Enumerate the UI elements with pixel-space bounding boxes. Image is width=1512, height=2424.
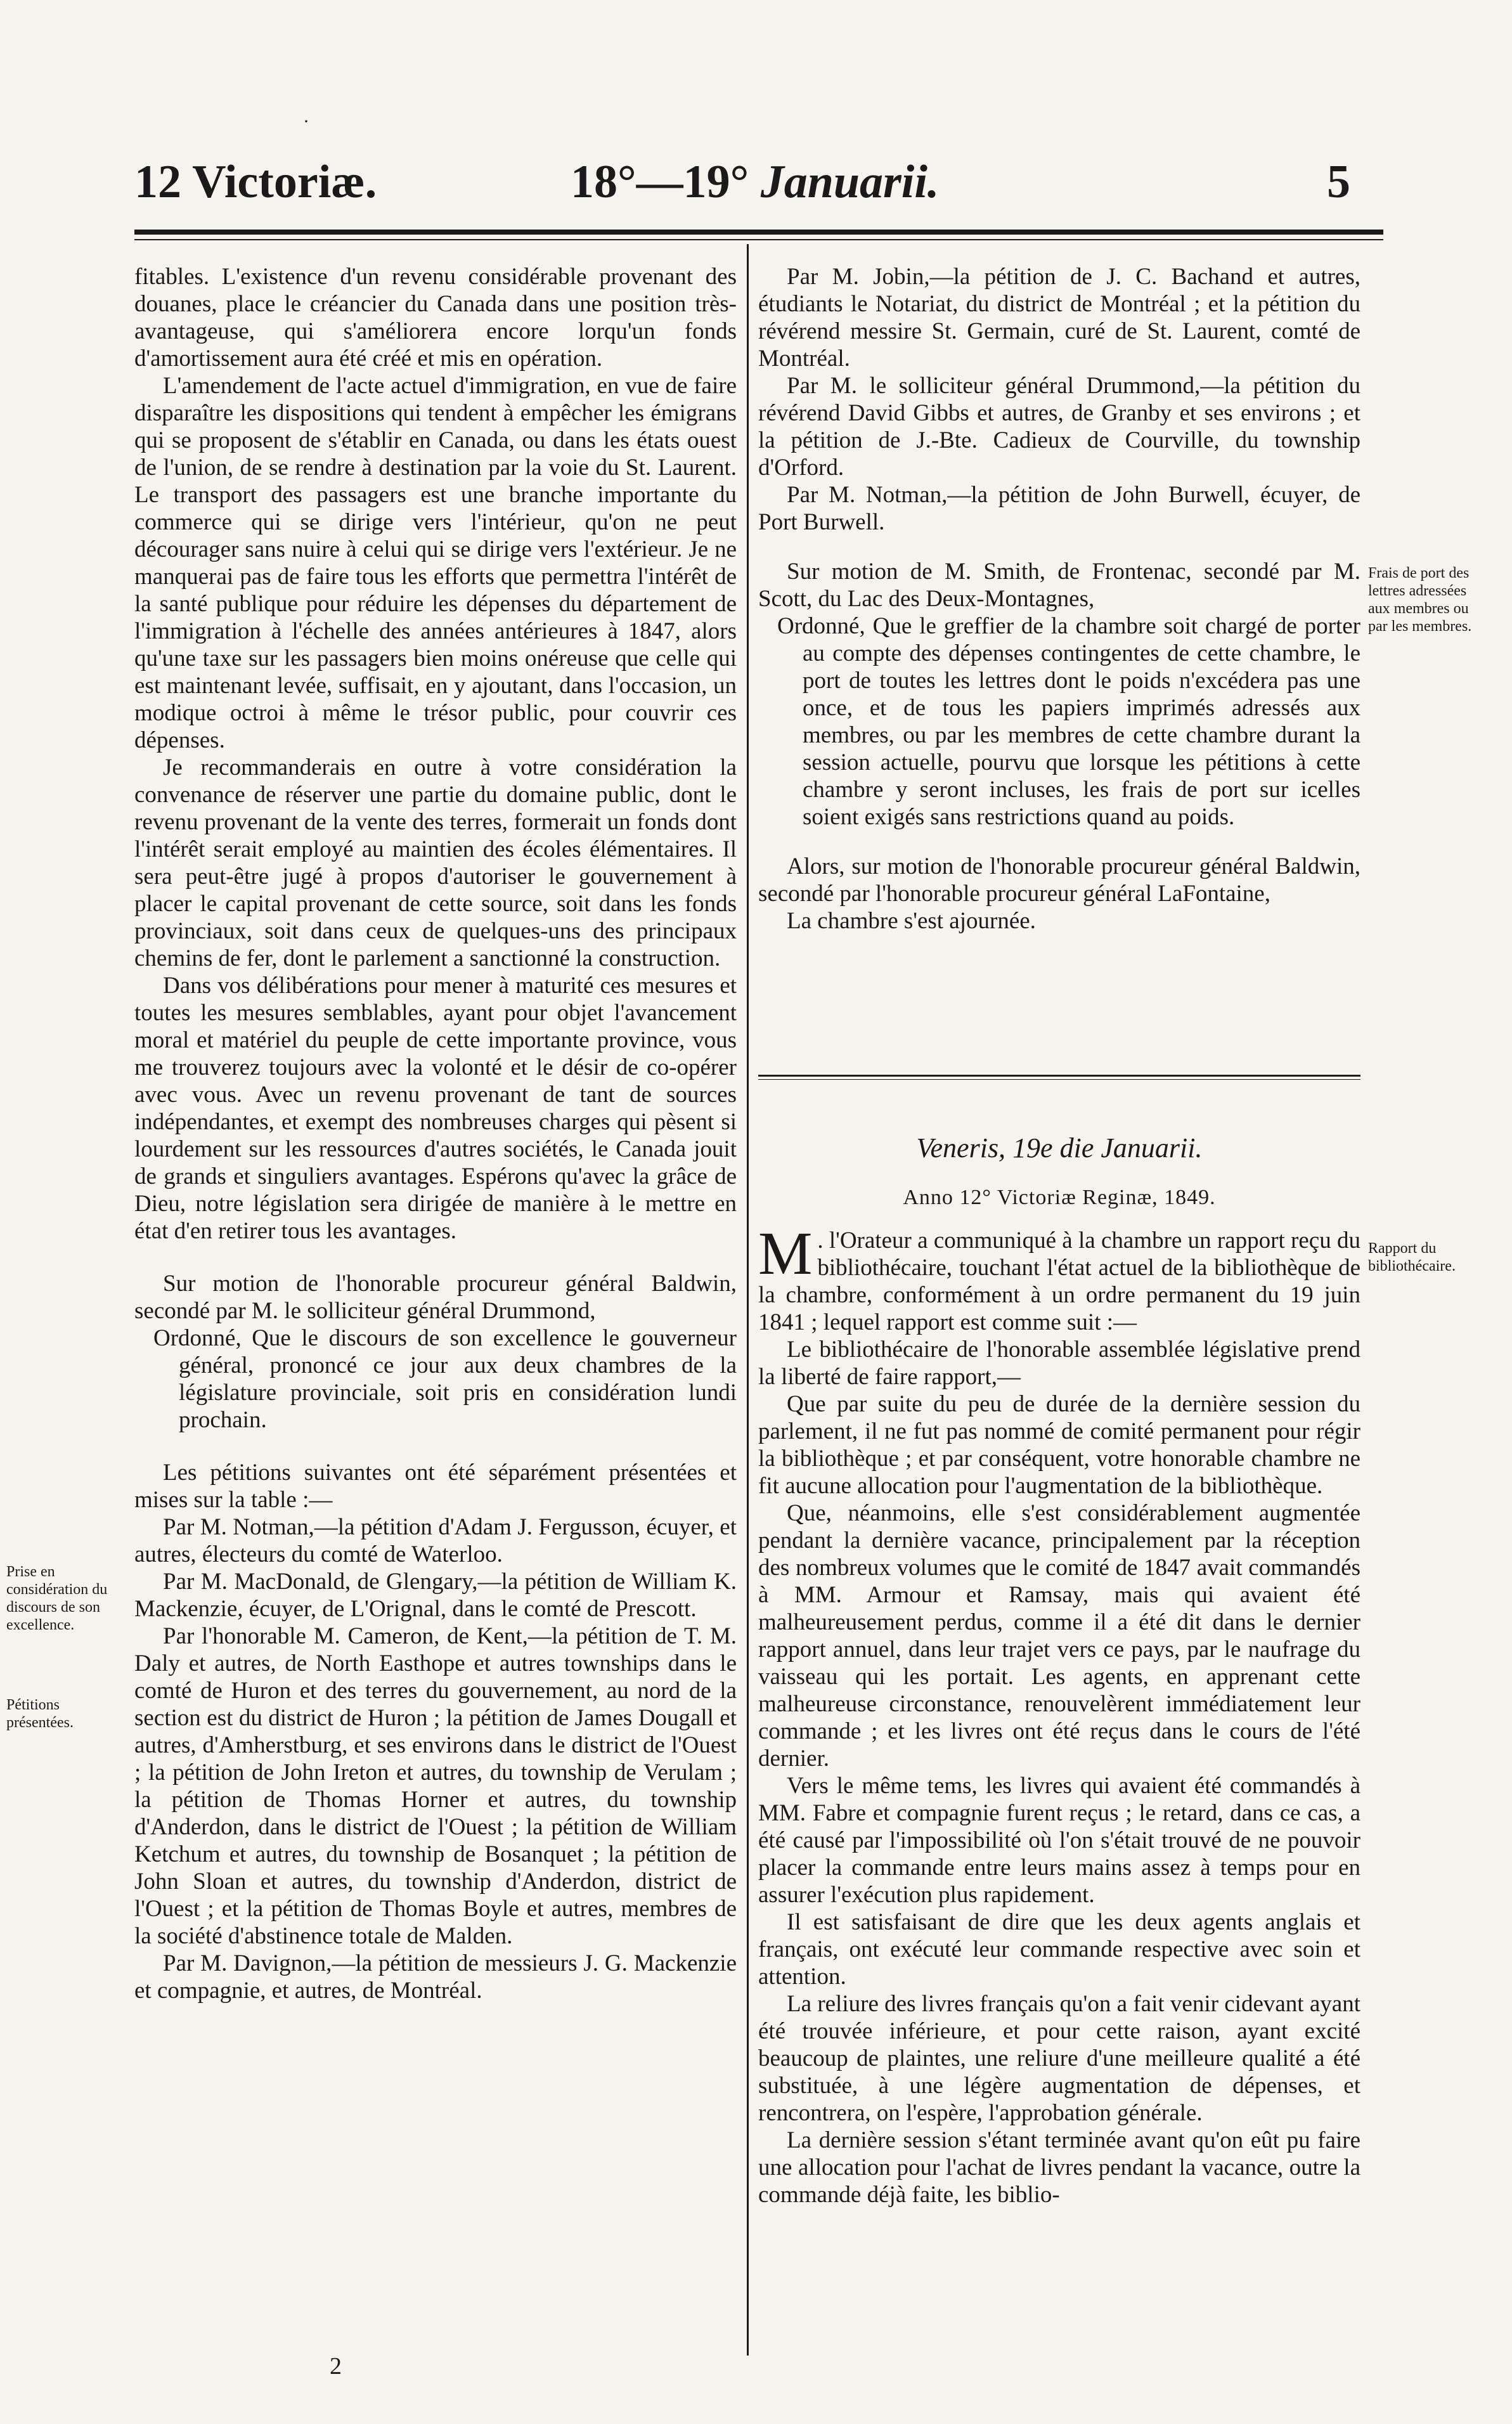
header-date <box>571 155 939 209</box>
report-paragraph: Que par suite du peu de durée de la dernière session du parlement, il ne fut pas nommé de comité permanent pour régir la bibliothèque ; et par conséquent, votre honorable chambre ne fit aucune allocation pour l'augmentation de la bibliothèque. <box>758 1391 1360 1499</box>
petitions-intro: Les pétitions suivantes ont été séparément présentées et mises sur la table :— <box>134 1460 737 1513</box>
header-date-month: Januarii. <box>760 156 940 208</box>
margin-note-frais-port: Frais de port des lettres adressées aux membres ou par les membres. <box>1368 565 1472 635</box>
report-section <box>758 1219 1360 2208</box>
report-paragraph <box>758 1219 1360 1336</box>
page-number: 5 <box>1327 156 1350 208</box>
left-column <box>134 263 737 2004</box>
section-rule-thin <box>758 1079 1360 1080</box>
report-paragraph: Que, néanmoins, elle s'est considérablement augmentée pendant la dernière vacance, principalement par la réception des nombreux volumes que le comité de 1847 avait commandés à MM. Armour et Ramsay, mais qui avaient été malheureusement perdus, comme il a été dit dans le dernier rapport annuel, dans leur trajet vers ce pays, par le naufrage du vaisseau qui les portait. Les agents, en apprenant cette malheureuse circonstance, renouvelèrent immédiatement leur commande ; et les livres ont été reçus dans le cours de l'été dernier. <box>758 1500 1360 1772</box>
paragraph: Je recommanderais en outre à votre considération la convenance de réserver une partie du domaine public, dont le revenu provenant de la vente des terres, formerait un fonds dont l'intérêt serait employé au maintien des écoles élémentaires. Il sera peut-être jugé à propos d'autoriser le gouvernement à placer le capital provenant de cette source, soit dans les fonds provinciaux, soit dans ceux de quelques-uns des principaux chemins de fer, dont le parlement a sanctionné la construction. <box>134 755 737 971</box>
adjourn-text: La chambre s'est ajournée. <box>787 908 1036 934</box>
petition: Par M. le solliciteur général Drummond,—la pétition du révérend David Gibbs et autres, de Granby et ses environs ; et la pétition de J.-Bte. Cadieux de Courville, du township d'Orford. <box>758 373 1360 481</box>
signature-mark: 2 <box>330 2353 342 2380</box>
report-paragraph: Vers le même tems, les livres qui avaient été commandés à MM. Fabre et compagnie furent reçus ; le retard, dans ce cas, a été causé par l'impossibilité où l'on s'était trouvé de ne pouvoir placer la commande entre leurs mains assez à temps pour en assurer l'exécution plus rapidement. <box>758 1773 1360 1908</box>
section-title: Veneris, 19e die Januarii. <box>916 1132 1203 1163</box>
header-rule-thin <box>134 239 1383 240</box>
paragraph: Dans vos délibérations pour mener à maturité ces mesures et toutes les mesures semblables, ayant pour objet l'avancement moral et matériel du peuple de cette importante province, vous me trouverez toujours avec la volonté et le désir de co-opérer avec vous. Avec un revenu provenant de tant de sources indépendantes, et exempt des nombreuses charges qui pèsent si lourdement sur les ressources d'autres sociétés, le Canada jouit de grands et singuliers avantages. Espérons qu'avec la grâce de Dieu, notre législation sera dirigée de manière à le mettre en état d'en retirer tous les avantages. <box>134 973 737 1244</box>
right-column <box>758 263 1360 935</box>
drop-cap: M <box>758 1219 813 1287</box>
petition: Par l'honorable M. Cameron, de Kent,—la pétition de T. M. Daly et autres, de North Easthope et autres townships dans le comté de Huron et des terres du gouvernement, au nord de la section est du district de Huron ; la pétition de James Dougall et autres, d'Amherstburg, et ses environs dans le district de l'Ouest ; la pétition de John Ireton et autres, du township de Verulam ; la pétition de Thomas Horner et autres, du township d'Anderdon, dans le district de l'Ouest ; la pétition de William Ketchum et autres, du township de Bosanquet ; la pétition de John Sloan et autres, du township d'Anderdon, district de l'Ouest ; et la pétition de Thomas Boyle et autres, membres de la société d'abstinence totale de Malden. <box>134 1623 737 1949</box>
section-rule <box>758 1075 1360 1077</box>
header-session: 12 Victoriæ. <box>134 156 377 208</box>
section-year: Anno 12° Victoriæ Reginæ, 1849. <box>903 1186 1216 1209</box>
report-paragraph: La dernière session s'étant terminée avant qu'on eût pu faire une allocation pour l'achat de livres pendant la vacance, outre la commande déjà faite, les biblio- <box>758 2127 1360 2208</box>
report-paragraph-text: . l'Orateur a communiqué à la chambre un rapport reçu du bibliothécaire, touchant l'état actuel de la bibliothèque de la chambre, conformément à un ordre permanent du 19 juin 1841 ; lequel rapport est comme suit :— <box>758 1228 1360 1335</box>
margin-note-petitions: Pétitions présentées. <box>6 1697 74 1731</box>
report-paragraph: Il est satisfaisant de dire que les deux agents anglais et français, ont exécuté leur commande respective avec soin et attention. <box>758 1909 1360 1990</box>
header-rule-thick <box>134 230 1383 235</box>
column-divider <box>747 244 749 2356</box>
margin-note-discours: Prise en considération du discours de son excellence. <box>6 1564 108 1633</box>
motion-intro: Sur motion de l'honorable procureur général Baldwin, secondé par M. le solliciteur général Drummond, <box>134 1271 737 1324</box>
motion-ordered: Ordonné, Que le greffier de la chambre soit chargé de porter au compte des dépenses contingentes de cette chambre, le port de toutes les lettres dont le poids n'excédera pas une once, et de tous les papiers imprimés adressés aux membres, ou par les membres de cette chambre durant la session actuelle, pourvu que lorsque les pétitions à cette chambre y seront incluses, les frais de port sur icelles soient exigés sans restrictions quand au poids. <box>777 613 1360 830</box>
petition: Par M. MacDonald, de Glengary,—la pétition de William K. Mackenzie, écuyer, de L'Orignal, dans le comté de Prescott. <box>134 1569 737 1622</box>
report-paragraph: La reliure des livres français qu'on a fait venir cidevant ayant été trouvée inférieure, et pour cette raison, ayant excité beaucoup de plaintes, une reliure d'une meilleure qualité a été substituée, à une légère augmentation de dépenses, et rencontrera, on l'espère, l'approbation générale. <box>758 1991 1360 2126</box>
paragraph: fitables. L'existence d'un revenu considérable provenant des douanes, place le créancier du Canada dans une position très-avantageuse, qui s'améliorera encore lorqu'un fonds d'amortissement aura été créé et mis en opération. <box>134 264 737 372</box>
motion-ordered: Ordonné, Que le discours de son excellence le gouverneur général, prononcé ce jour aux deux chambres de la législature provinciale, soit pris en considération lundi prochain. <box>153 1325 737 1433</box>
petition: Par M. Notman,—la pétition de John Burwell, écuyer, de Port Burwell. <box>758 482 1360 535</box>
petition: Par M. Notman,—la pétition d'Adam J. Fergusson, écuyer, et autres, électeurs du comté de Waterloo. <box>134 1514 737 1567</box>
petition: Par M. Davignon,—la pétition de messieurs J. G. Mackenzie et compagnie, et autres, de Montréal. <box>134 1950 737 2004</box>
paragraph: L'amendement de l'acte actuel d'immigration, en vue de faire disparaître les dispositions qui tendent à empêcher les émigrans qui se proposent de s'établir en Canada, ou dans les états ouest de l'union, de se rendre à destination par la voie du St. Laurent. Le transport des passagers est une branche importante du commerce qui se dirige vers l'intérieur, qu'on ne peut décourager sans nuire à celui qui se dirige vers l'extérieur. Je ne manquerai pas de faire tous les efforts que permettra l'intérêt de la santé publique pour réduire les dépenses du département de l'immigration à l'échelle des années antérieures à 1847, alors qu'une taxe sur les passagers bien moins onéreuse que celle qui est maintenant levée, suffisait, en y ajoutant, dans l'occasion, un modique octroi à même le trésor public, pour couvrir ces dépenses. <box>134 373 737 753</box>
margin-note-rapport: Rapport du bibliothécaire. <box>1368 1240 1456 1274</box>
report-paragraph: Le bibliothécaire de l'honorable assemblée législative prend la liberté de faire rapport,— <box>758 1337 1360 1390</box>
header-date-days: 18°—19° <box>571 156 749 208</box>
adjourn-intro: Alors, sur motion de l'honorable procureur général Baldwin, secondé par l'honorable procureur général LaFontaine, <box>758 853 1360 907</box>
ink-speck: · <box>303 111 309 132</box>
petition: Par M. Jobin,—la pétition de J. C. Bachand et autres, étudiants le Notariat, du district de Montréal ; et la pétition du révérend messire St. Germain, curé de St. Laurent, comté de Montréal. <box>758 264 1360 372</box>
motion-intro: Sur motion de M. Smith, de Frontenac, secondé par M. Scott, du Lac des Deux-Montagnes, <box>758 559 1360 612</box>
